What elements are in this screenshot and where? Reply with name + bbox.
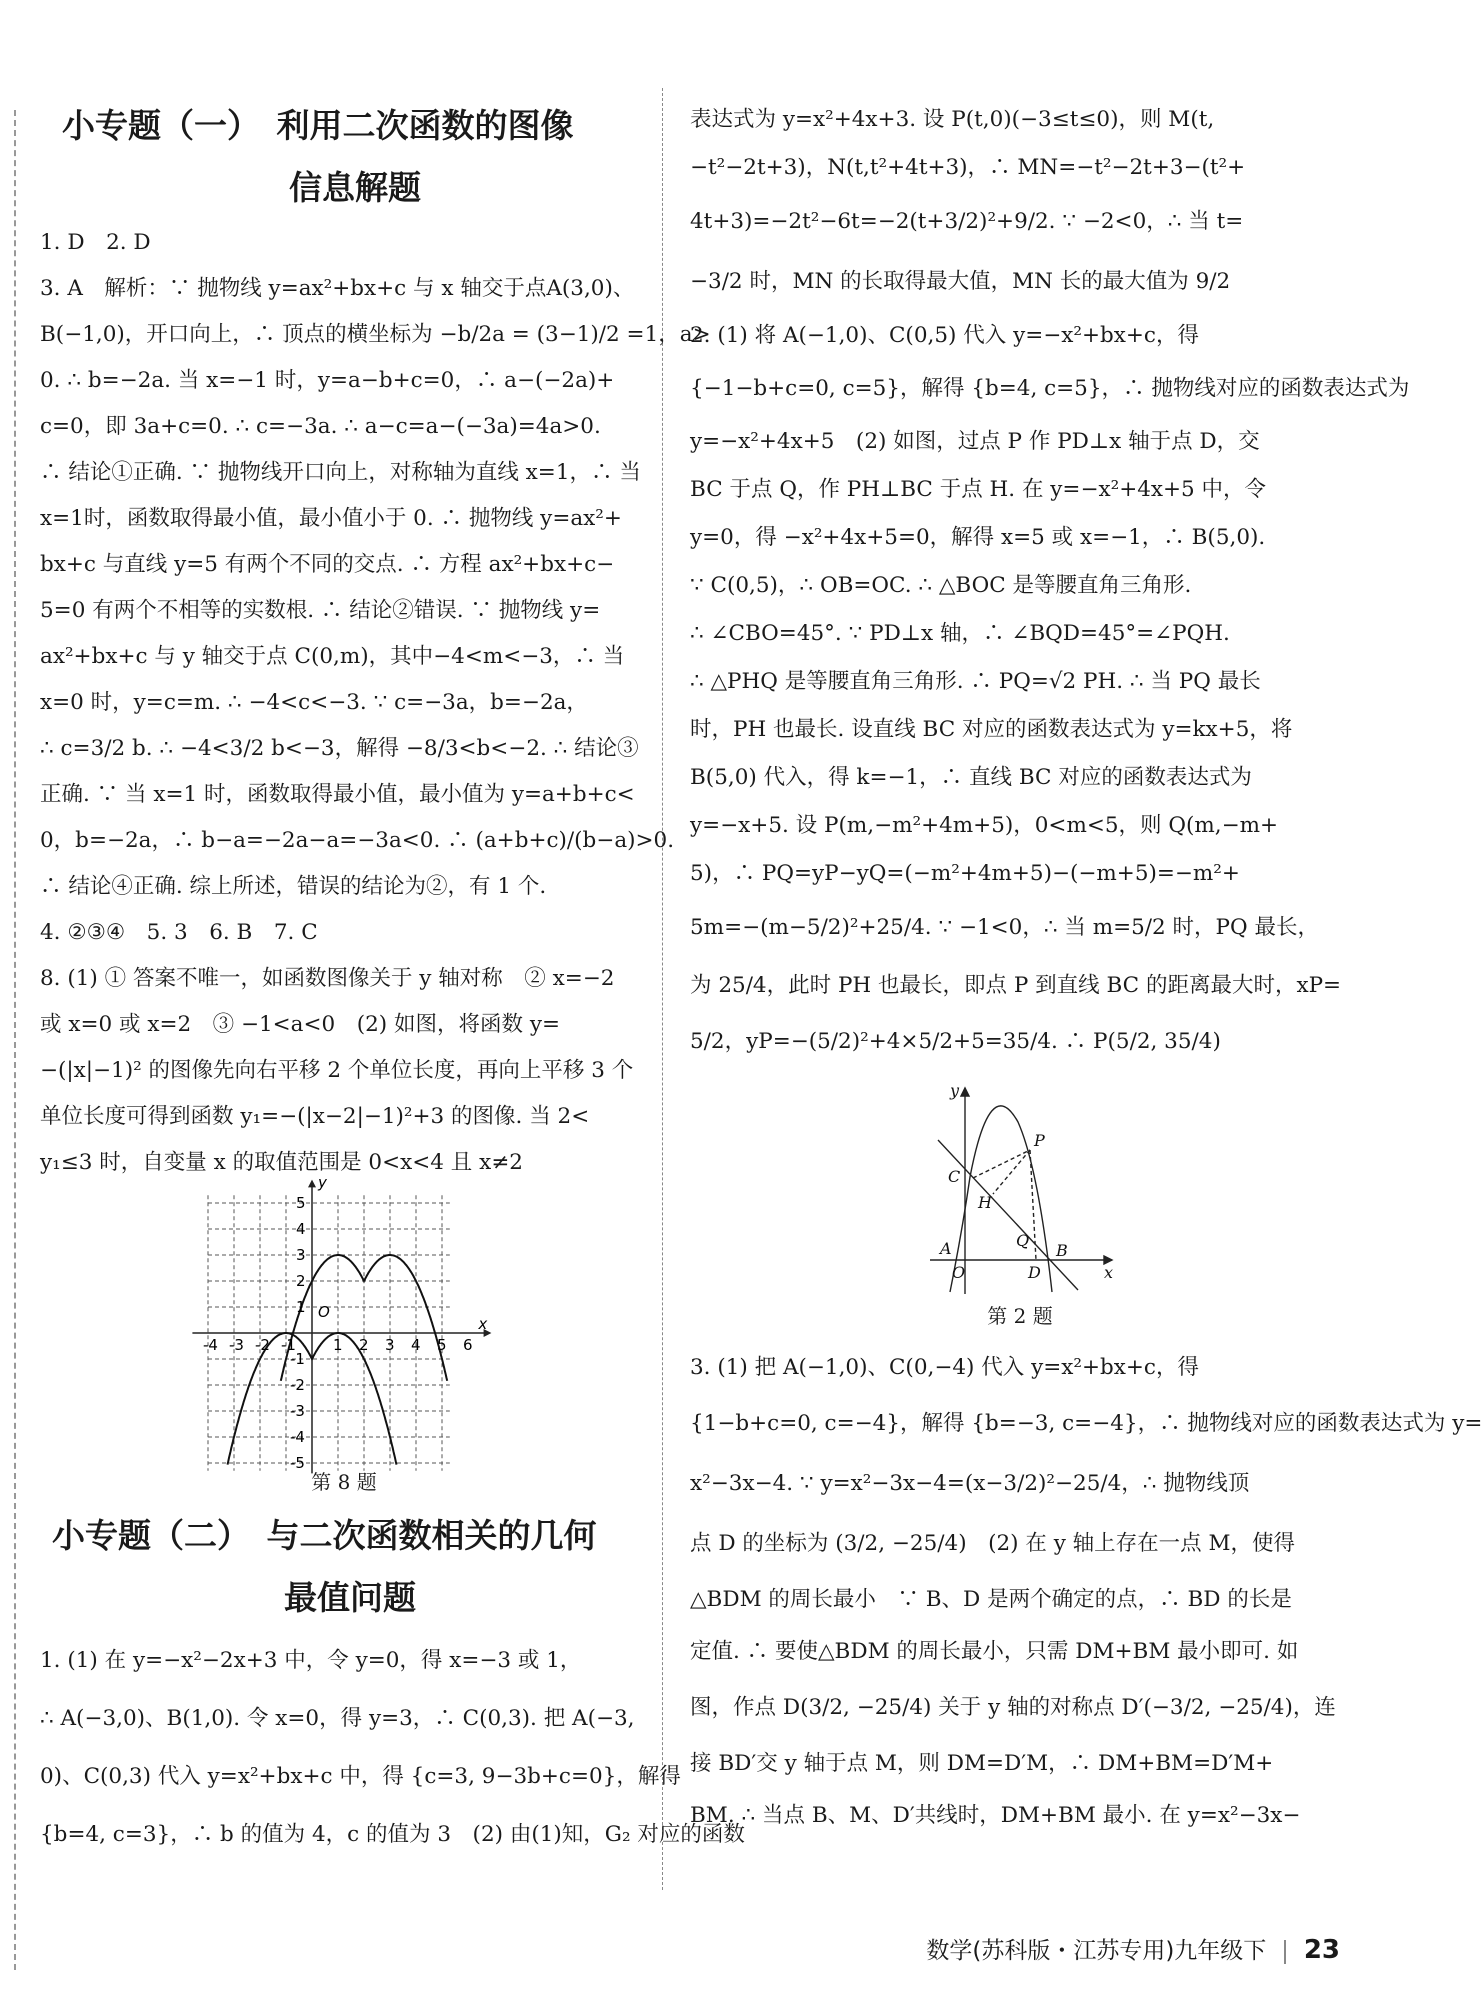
text-line: 1. D 2. D (40, 230, 151, 255)
text-line: 定值. ∴ 要使△BDM 的周长最小，只需 DM+BM 最小即可. 如 (690, 1639, 1299, 1664)
fig2-label-q: Q (1016, 1231, 1030, 1250)
text-line: B(−1,0)，开口向上，∴ 顶点的横坐标为 −b/2a = (3−1)/2 =1，a> (40, 322, 711, 347)
fig2-label-d: D (1028, 1263, 1041, 1282)
y-tick-label: 1 (296, 1298, 306, 1316)
text-line: B(5,0) 代入，得 k=−1，∴ 直线 BC 对应的函数表达式为 (690, 765, 1252, 790)
text-line: −t²−2t+3)，N(t,t²+4t+3)，∴ MN=−t²−2t+3−(t²+ (690, 155, 1246, 180)
text-line: −(|x|−1)² 的图像先向右平移 2 个单位长度，再向上平移 3 个 (40, 1058, 634, 1083)
text-line: ∴ 结论①正确. ∵ 抛物线开口向上，对称轴为直线 x=1，∴ 当 (40, 460, 641, 485)
text-line: ∴ 结论④正确. 综上所述，错误的结论为②，有 1 个. (40, 874, 547, 899)
x-tick-label: -4 (203, 1336, 218, 1354)
x-axis-label: x (478, 1315, 488, 1333)
y-tick-label: -1 (290, 1350, 305, 1368)
text-line: 8. (1) ① 答案不唯一，如函数图像关于 y 轴对称 ② x=−2 (40, 966, 615, 991)
x-tick-label: 1 (333, 1336, 343, 1354)
fig2-label-p: P (1034, 1131, 1045, 1150)
text-line: {−1−b+c=0, c=5}，解得 {b=4, c=5}，∴ 抛物线对应的函数表达式为 (690, 376, 1410, 401)
segment-pd (1030, 1150, 1036, 1260)
binding-cut-line (14, 110, 16, 1970)
figure-2-graph (920, 1082, 1120, 1302)
text-line: x=1时，函数取得最小值，最小值小于 0. ∴ 抛物线 y=ax²+ (40, 506, 622, 531)
text-line: −3/2 时，MN 的长取得最大值，MN 长的最大值为 9/2 (690, 269, 1231, 294)
y-tick-label: 3 (296, 1246, 306, 1264)
section-title-2-line2: 最值问题 (284, 1578, 416, 1617)
text-line: 接 BD′交 y 轴于点 M，则 DM=D′M，∴ DM+BM=D′M+ (690, 1751, 1274, 1776)
text-line: ∴ A(−3,0)、B(1,0). 令 x=0，得 y=3，∴ C(0,3). 把 A(−3, (40, 1706, 635, 1731)
text-line: y₁≤3 时，自变量 x 的取值范围是 0<x<4 且 x≠2 (40, 1150, 523, 1175)
footer-separator (1284, 1940, 1286, 1964)
text-line: 0，b=−2a，∴ b−a=−2a−a=−3a<0. ∴ (a+b+c)/(b−a)>0. (40, 828, 675, 853)
text-line: ∴ ∠CBO=45°. ∵ PD⊥x 轴，∴ ∠BQD=45°=∠PQH. (690, 621, 1230, 646)
axes (192, 1180, 491, 1474)
x-tick-label: -3 (229, 1336, 244, 1354)
text-line: 2. (1) 将 A(−1,0)、C(0,5) 代入 y=−x²+bx+c，得 (690, 323, 1199, 348)
text-line: 或 x=0 或 x=2 ③ −1<a<0 (2) 如图，将函数 y= (40, 1012, 560, 1037)
text-line: 0. ∴ b=−2a. 当 x=−1 时，y=a−b+c=0，∴ a−(−2a)+ (40, 368, 615, 393)
text-line: 5m=−(m−5/2)²+25/4. ∵ −1<0，∴ 当 m=5/2 时，PQ 最长， (690, 915, 1319, 940)
segment-cp (973, 1150, 1030, 1178)
fig2-label-x: x (1104, 1263, 1114, 1282)
text-line: 5)，∴ PQ=yP−yQ=(−m²+4m+5)−(−m+5)=−m²+ (690, 861, 1240, 886)
section-title-1-line1: 小专题（一） 利用二次函数的图像 (62, 106, 574, 145)
x-tick-label: 4 (411, 1336, 421, 1354)
fig2-label-a: A (940, 1239, 952, 1258)
y-tick-label: -4 (290, 1428, 305, 1446)
text-line: y=0，得 −x²+4x+5=0，解得 x=5 或 x=−1，∴ B(5,0). (690, 525, 1266, 550)
figure-2-caption: 第 2 题 (987, 1304, 1053, 1328)
text-line: {1−b+c=0, c=−4}，解得 {b=−3, c=−4}，∴ 抛物线对应的函数表达式为 y= (690, 1411, 1482, 1436)
text-line: {b=4, c=3}，∴ b 的值为 4，c 的值为 3 (2) 由(1)知，G₂ 对应的函数 (40, 1822, 745, 1847)
right-text-block-2 (690, 1342, 1482, 1842)
text-line: ∴ c=3/2 b. ∴ −4<3/2 b<−3，解得 −8/3<b<−2. ∴ 结论③ (40, 736, 639, 761)
text-line: 表达式为 y=x²+4x+3. 设 P(t,0)(−3≤t≤0)，则 M(t, (690, 107, 1215, 132)
section-title-1-line2: 信息解题 (289, 168, 421, 207)
y-tick-label: -3 (290, 1402, 305, 1420)
text-line: 图，作点 D(3/2, −25/4) 关于 y 轴的对称点 D′(−3/2, −25/4)，连 (690, 1695, 1336, 1720)
y-tick-label: 2 (296, 1272, 306, 1290)
text-line: ∴ △PHQ 是等腰直角三角形. ∴ PQ=√2 PH. ∴ 当 PQ 最长 (690, 669, 1261, 694)
text-line: x²−3x−4. ∵ y=x²−3x−4=(x−3/2)²−25/4，∴ 抛物线顶 (690, 1471, 1250, 1496)
text-line: BM. ∴ 当点 B、M、D′共线时，DM+BM 最小. 在 y=x²−3x− (690, 1803, 1301, 1828)
segment-ph (993, 1150, 1030, 1194)
fig2-label-y: y (950, 1081, 960, 1100)
x-tick-label: -1 (281, 1336, 296, 1354)
column-divider (662, 88, 663, 1890)
text-line: ax²+bx+c 与 y 轴交于点 C(0,m)，其中−4<m<−3，∴ 当 (40, 644, 625, 669)
fig2-label-o: O (952, 1263, 966, 1282)
text-line: 3. A 解析：∵ 抛物线 y=ax²+bx+c 与 x 轴交于点A(3,0)、 (40, 276, 635, 301)
text-line: y=−x+5. 设 P(m,−m²+4m+5)，0<m<5，则 Q(m,−m+ (690, 813, 1279, 838)
x-tick-label: 5 (437, 1336, 447, 1354)
y-tick-label: -5 (290, 1454, 305, 1472)
left-column (40, 100, 745, 1864)
tick-labels (203, 1173, 487, 1472)
y-axis-arrow (961, 1088, 969, 1096)
left-text-block (40, 220, 711, 1186)
text-line: 正确. ∵ 当 x=1 时，函数取得最小值，最小值为 y=a+b+c< (40, 782, 635, 807)
y-tick-label: 4 (296, 1220, 306, 1238)
fig2-label-b: B (1056, 1241, 1068, 1260)
text-line: 点 D 的坐标为 (3/2, −25/4) (2) 在 y 轴上存在一点 M，使得 (690, 1531, 1296, 1556)
section-title-1 (40, 100, 648, 214)
text-line: 单位长度可得到函数 y₁=−(|x−2|−1)²+3 的图像. 当 2< (40, 1104, 590, 1129)
fig2-label-h: H (978, 1193, 992, 1212)
y-tick-label: 5 (296, 1194, 306, 1212)
text-line: 1. (1) 在 y=−x²−2x+3 中，令 y=0，得 x=−3 或 1， (40, 1648, 582, 1673)
page-number: 23 (1303, 1935, 1340, 1965)
text-line: bx+c 与直线 y=5 有两个不同的交点. ∴ 方程 ax²+bx+c− (40, 552, 615, 577)
text-line: △BDM 的周长最小 ∵ B、D 是两个确定的点，∴ BD 的长是 (690, 1587, 1292, 1612)
left-text-block-2 (40, 1632, 745, 1864)
text-line: 3. (1) 把 A(−1,0)、C(0,−4) 代入 y=x²+bx+c，得 (690, 1355, 1199, 1380)
y-tick-label: -2 (290, 1376, 305, 1394)
text-line: ∵ C(0,5)，∴ OB=OC. ∴ △BOC 是等腰直角三角形. (690, 573, 1192, 598)
right-text-block (690, 96, 1410, 1070)
x-tick-label: -2 (255, 1336, 270, 1354)
figure-8-caption: 第 8 题 (311, 1470, 377, 1494)
text-line: 5/2，yP=−(5/2)²+4×5/2+5=35/4. ∴ P(5/2, 35/4) (690, 1029, 1221, 1054)
text-line: y=−x²+4x+5 (2) 如图，过点 P 作 PD⊥x 轴于点 D，交 (690, 429, 1260, 454)
text-line: 4. ②③④ 5. 3 6. B 7. C (40, 920, 318, 945)
text-line: x=0 时，y=c=m. ∴ −4<c<−3. ∵ c=−3a，b=−2a， (40, 690, 588, 715)
section-title-2 (40, 1510, 648, 1624)
right-column (690, 96, 1482, 1842)
y-axis-label: y (318, 1173, 327, 1192)
text-line: 时，PH 也最长. 设直线 BC 对应的函数表达式为 y=kx+5，将 (690, 717, 1293, 742)
footer-subject: 数学(苏科版・江苏专用)九年级下 (926, 1938, 1267, 1964)
figure-8-graph (184, 1173, 504, 1472)
text-line: 4t+3)=−2t²−6t=−2(t+3/2)²+9/2. ∵ −2<0，∴ 当 t= (690, 209, 1244, 234)
x-tick-label: 6 (463, 1336, 473, 1354)
page-footer (926, 1932, 1340, 1965)
text-line: BC 于点 Q，作 PH⊥BC 于点 H. 在 y=−x²+4x+5 中，令 (690, 477, 1267, 502)
text-line: c=0，即 3a+c=0. ∴ c=−3a. ∴ a−c=a−(−3a)=4a>0. (40, 414, 601, 439)
section-title-2-line1: 小专题（二） 与二次函数相关的几何 (52, 1516, 597, 1555)
x-tick-label: 3 (385, 1336, 395, 1354)
fig2-label-c: C (948, 1167, 961, 1186)
origin-label: O (318, 1303, 330, 1321)
text-line: 为 25/4，此时 PH 也最长，即点 P 到直线 BC 的距离最大时，xP= (690, 973, 1342, 998)
text-line: 5=0 有两个不相等的实数根. ∴ 结论②错误. ∵ 抛物线 y= (40, 598, 601, 623)
text-line: 0)、C(0,3) 代入 y=x²+bx+c 中，得 {c=3, 9−3b+c=0}，解得 (40, 1764, 681, 1789)
x-tick-label: 2 (359, 1336, 369, 1354)
